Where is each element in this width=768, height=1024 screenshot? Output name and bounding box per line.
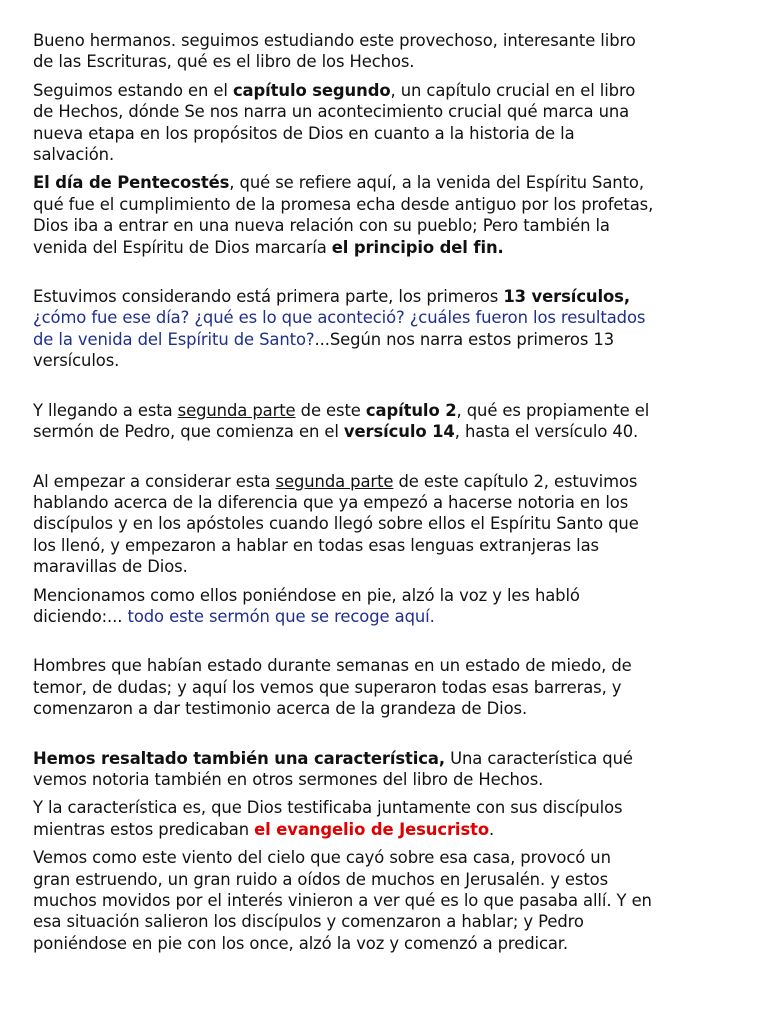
text-line: diciendo:... — [33, 606, 128, 626]
paragraph-second-part — [33, 400, 728, 443]
paragraph-testify — [33, 797, 728, 840]
blue-text: todo este sermón que se recoge aquí. — [127, 606, 435, 626]
text-line: discípulos y en los apóstoles cuando llegó sobre ellos el Espíritu Santo que — [33, 514, 639, 534]
bold-text: capítulo segundo — [232, 80, 391, 100]
text-line: de las Escrituras, qué es el libro de los Hechos. — [33, 52, 415, 72]
text-line: gran estruendo, un gran ruido a oídos de muchos en Jerusalén. y estos — [33, 869, 609, 889]
text-line: ...Según nos narra estos primeros 13 — [314, 329, 615, 349]
text-line: los llenó, y empezaron a hablar en todas esas lenguas extranjeras las — [33, 535, 599, 555]
text-line: comenzaron a dar testimonio acerca de la grandeza de Dios. — [33, 699, 528, 719]
bold-text: versículo 14 — [343, 422, 455, 442]
text-line: hablando acerca de la diferencia que ya empezó a hacerse notoria en los — [33, 492, 629, 512]
text-line: Dios iba a entrar en una nueva relación con su pueblo; Pero también la — [33, 216, 610, 236]
paragraph-characteristic — [33, 748, 728, 791]
bold-text: capítulo 2 — [365, 400, 457, 420]
text-line: temor, de dudas; y aquí los vemos que superaron todas esas barreras, y — [33, 677, 622, 697]
text-line: mientras estos predicaban — [33, 819, 255, 839]
underlined-text: segunda parte — [177, 400, 296, 420]
text-line: sermón de Pedro, que comienza en el — [33, 422, 344, 442]
text-line: , hasta el versículo 40. — [454, 422, 639, 442]
blue-text: ¿cómo fue ese día? ¿qué es lo que aconteció? ¿cuáles fueron los resultados — [33, 308, 646, 328]
text-line: de este — [295, 400, 366, 420]
text-line: Al empezar a considerar esta — [33, 471, 276, 491]
text-line: Y llegando a esta — [33, 400, 178, 420]
text-line: de este capítulo 2, estuvimos — [393, 471, 638, 491]
text-line: . — [489, 819, 495, 839]
text-line: , qué se refiere aquí, a la venida del Espíritu Santo, — [229, 173, 644, 193]
text-line: vemos notoria también en otros sermones del libro de Hechos. — [33, 769, 544, 789]
text-line: maravillas de Dios. — [33, 557, 188, 577]
bold-text: 13 versículos, — [503, 287, 630, 307]
text-line: qué fue el cumplimiento de la promesa echa desde antiguo por los profetas, — [33, 194, 654, 214]
paragraph-wind — [33, 847, 728, 954]
underlined-text: segunda parte — [275, 471, 394, 491]
text-line: Hombres que habían estado durante semanas en un estado de miedo, de — [33, 656, 632, 676]
text-line: muchos movidos por el interés vinieron a ver qué es lo que pasaba allí. Y en — [33, 891, 652, 910]
text-line: Y la característica es, que Dios testificaba juntamente con sus discípulos — [33, 798, 623, 818]
text-line: Una característica qué — [445, 748, 633, 768]
paragraph-chapter-two — [33, 80, 728, 166]
blue-text: de la venida del Espíritu de Santo? — [33, 329, 315, 349]
text-line: Vemos como este viento del cielo que cayó sobre esa casa, provocó un — [33, 848, 611, 868]
text-line: esa situación salieron los discípulos y comenzaron a hablar; y Pedro — [33, 912, 584, 932]
paragraph-men — [33, 655, 728, 719]
text-line: poniéndose en pie con los once, alzó la voz y comenzó a predicar. — [33, 933, 569, 953]
bold-text: Hemos resaltado también una característica, — [33, 748, 445, 768]
bold-text: el principio del fin. — [331, 237, 504, 257]
paragraph-intro — [33, 30, 728, 73]
text-line: venida del Espíritu de Dios marcaría — [33, 237, 332, 257]
text-line: Estuvimos considerando está primera parte, los primeros — [33, 287, 504, 307]
text-line: nueva etapa en los propósitos de Dios en cuanto a la historia de la — [33, 123, 575, 143]
text-line: Seguimos estando en el — [33, 80, 233, 100]
red-text: el evangelio de Jesucristo — [254, 819, 489, 839]
text-line: salvación. — [33, 145, 115, 165]
bold-text: El día de Pentecostés — [33, 173, 230, 193]
text-line: Bueno hermanos. seguimos estudiando este provechoso, interesante libro — [33, 31, 636, 50]
paragraph-first-part — [33, 286, 728, 372]
paragraph-mentioned — [33, 585, 728, 628]
text-line: versículos. — [33, 351, 120, 371]
paragraph-pentecost — [33, 172, 728, 258]
text-line: de Hechos, dónde Se nos narra un acontecimiento crucial qué marca una — [33, 102, 630, 122]
text-line: Mencionamos como ellos poniéndose en pie, alzó la voz y les habló — [33, 585, 580, 605]
text-line: , qué es propiamente el — [456, 400, 650, 420]
text-line: , un capítulo crucial en el libro — [390, 80, 636, 100]
paragraph-difference — [33, 471, 728, 578]
